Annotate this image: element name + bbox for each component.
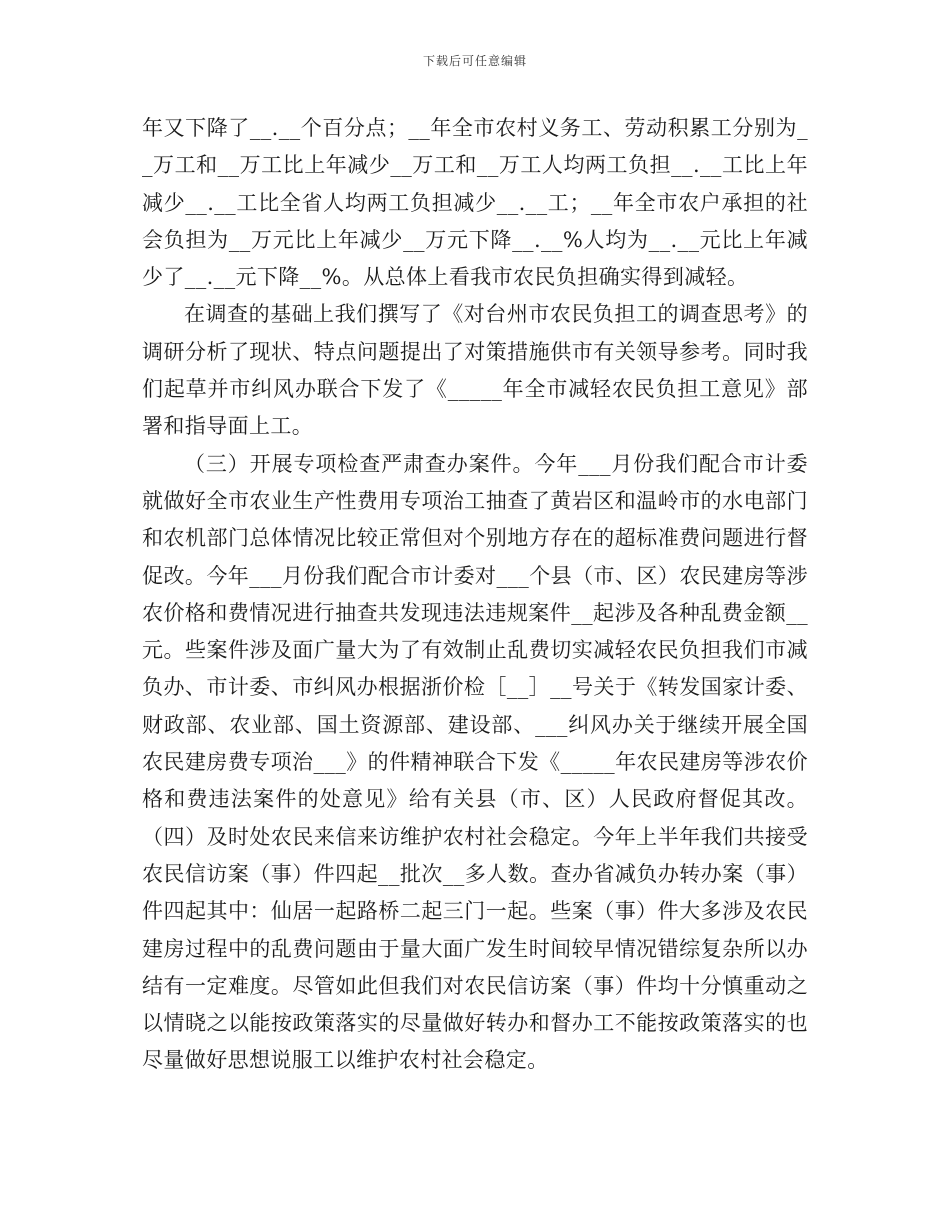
paragraph-special-inspection: （三）开展专项检查严肃查办案件。今年___月份我们配合市计委就做好全市农业生产性费用专项治工抽查了黄岩区和温岭市的水电部门和农机部门总体情况比较正常但对个别地方存在的超标准费问题进行督促改。今年___月份我们配合市计委对___个县（市、区）农民建房等涉农价格和费情况进行抽查共发现违法违规案件__起涉及各种乱费金额__元。些案件涉及面广量大为了有效制止乱费切实减轻农民负担我们市减负办、市计委、市纠风办根据浙价检［__］__号关于《转发国家计委、财政部、农业部、国土资源部、建设部、___纠风办关于继续开展全国农民建房费专项治___》的件精神联合下发《_____年农民建房等涉农价格和费违法案件的处意见》给有关县（市、区）人民政府督促其改。（四）及时处农民来信来访维护农村社会稳定。今年上半年我们共接受农民信访案（事）件四起__批次__多人数。查办省减负办转办案（事）件四起其中：仙居一起路桥二起三门一起。些案（事）件大多涉及农民建房过程中的乱费问题由于量大面广发生时间较早情况错综复杂所以办结有一定难度。尽管如此但我们对农民信访案（事）件均十分慎重动之以情晓之以能按政策落实的尽量做好转办和督办工不能按政策落实的也尽量做好思想说服工以维护农村社会稳定。 bbox=[142, 451, 808, 1073]
paragraph-survey-report: 在调查的基础上我们撰写了《对台州市农民负担工的调查思考》的调研分析了现状、特点问题提出了对策措施供市有关领导参考。同时我们起草并市纠风办联合下发了《_____年全市减轻农民负担工意见》部署和指导面上工。 bbox=[142, 302, 808, 439]
page-header: 下载后可任意编辑 bbox=[422, 54, 527, 68]
paragraph-burden-statistics: 年又下降了__.__个百分点；__年全市农村义务工、劳动积累工分别为__万工和__万工比上年减少__万工和__万工人均两工负担__.__工比上年减少__.__工比全省人均两工负担减少__.__工；__年全市农户承担的社会负担为__万元比上年减少__万元下降__.__%人均为__.__元比上年减少了__.__元下降__%。从总体上看我市农民负担确实得到减轻。 bbox=[142, 116, 808, 290]
document-body bbox=[142, 110, 808, 1080]
